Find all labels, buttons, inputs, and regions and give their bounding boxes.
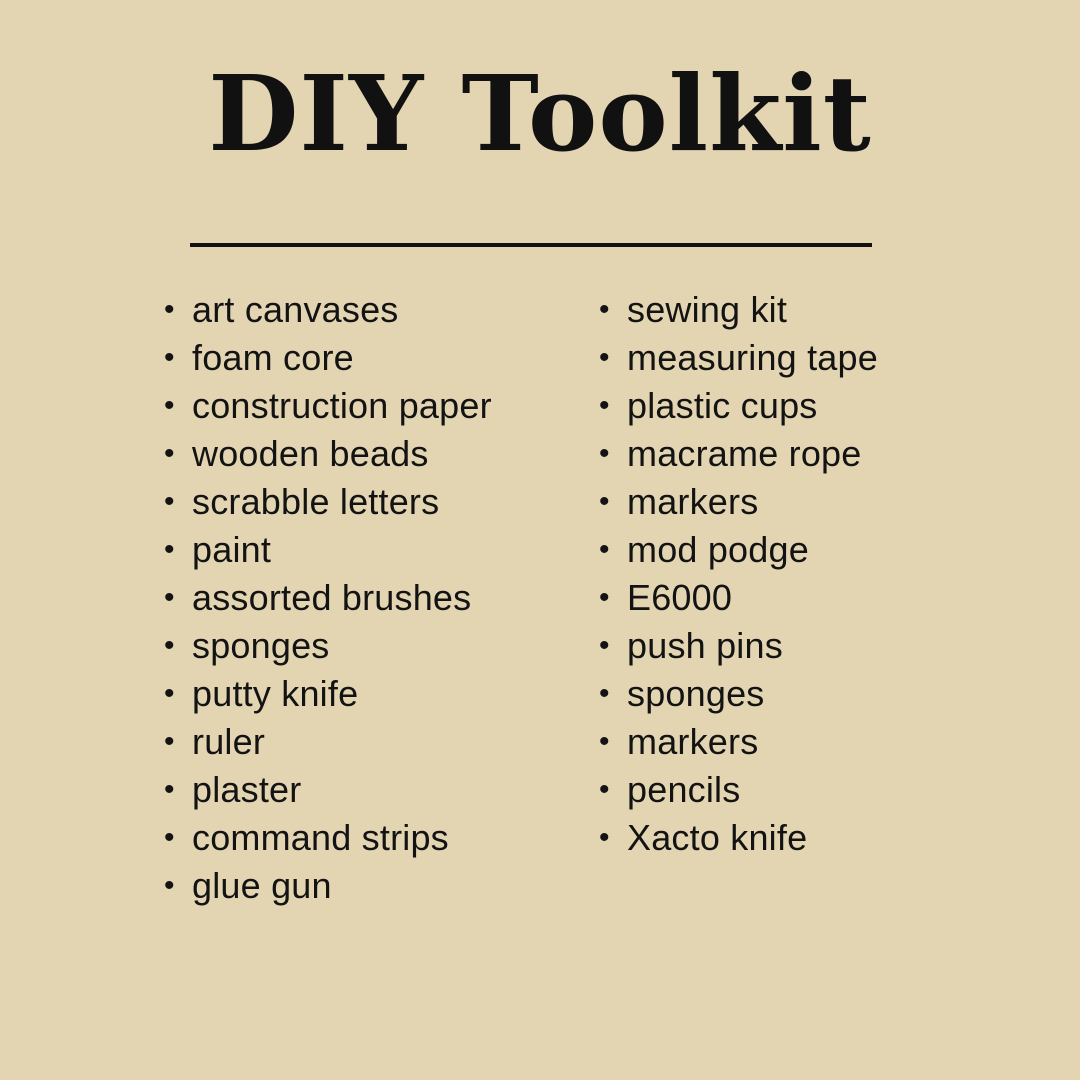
list-item-label: wooden beads bbox=[192, 433, 429, 474]
bullet-icon: • bbox=[164, 389, 175, 422]
list-item bbox=[599, 478, 1020, 526]
list-item bbox=[599, 430, 1020, 478]
bullet-icon: • bbox=[164, 341, 175, 374]
bullet-icon: • bbox=[599, 389, 610, 422]
list-item-label: construction paper bbox=[192, 385, 492, 426]
list-item bbox=[599, 574, 1020, 622]
bullet-icon: • bbox=[599, 293, 610, 326]
bullet-icon: • bbox=[164, 293, 175, 326]
lists-container bbox=[150, 286, 1020, 910]
list-item-label: mod podge bbox=[627, 529, 809, 570]
bullet-icon: • bbox=[164, 437, 175, 470]
list-item bbox=[164, 766, 585, 814]
list-item bbox=[164, 574, 585, 622]
list-item-label: sponges bbox=[627, 673, 765, 714]
list-item-label: putty knife bbox=[192, 673, 359, 714]
list-item bbox=[164, 670, 585, 718]
left-column bbox=[150, 286, 585, 910]
bullet-icon: • bbox=[599, 773, 610, 806]
list-item-label: markers bbox=[627, 721, 759, 762]
list-item bbox=[599, 718, 1020, 766]
bullet-icon: • bbox=[599, 677, 610, 710]
list-item bbox=[164, 478, 585, 526]
list-item-label: measuring tape bbox=[627, 337, 878, 378]
list-item bbox=[599, 622, 1020, 670]
list-item-label: foam core bbox=[192, 337, 354, 378]
list-item-label: glue gun bbox=[192, 865, 332, 906]
list-item-label: ruler bbox=[192, 721, 266, 762]
bullet-icon: • bbox=[164, 773, 175, 806]
list-item-label: art canvases bbox=[192, 289, 399, 330]
list-item-label: pencils bbox=[627, 769, 741, 810]
right-column bbox=[585, 286, 1020, 862]
bullet-icon: • bbox=[599, 629, 610, 662]
list-item bbox=[599, 334, 1020, 382]
list-item-label: command strips bbox=[192, 817, 449, 858]
bullet-icon: • bbox=[599, 533, 610, 566]
list-item-label: E6000 bbox=[627, 577, 733, 618]
page-title: DIY Toolkit bbox=[208, 52, 872, 175]
bullet-icon: • bbox=[164, 533, 175, 566]
bullet-icon: • bbox=[164, 581, 175, 614]
list-item bbox=[164, 526, 585, 574]
list-item-label: plastic cups bbox=[627, 385, 818, 426]
bullet-icon: • bbox=[599, 485, 610, 518]
list-item bbox=[164, 862, 585, 910]
list-item-label: scrabble letters bbox=[192, 481, 440, 522]
bullet-icon: • bbox=[599, 725, 610, 758]
list-item-label: plaster bbox=[192, 769, 302, 810]
list-item bbox=[599, 670, 1020, 718]
bullet-icon: • bbox=[164, 485, 175, 518]
list-item bbox=[599, 814, 1020, 862]
bullet-icon: • bbox=[164, 725, 175, 758]
list-item bbox=[164, 382, 585, 430]
list-item-label: macrame rope bbox=[627, 433, 862, 474]
list-item bbox=[599, 526, 1020, 574]
left-column-list bbox=[150, 286, 585, 910]
list-item-label: assorted brushes bbox=[192, 577, 472, 618]
list-item bbox=[164, 814, 585, 862]
list-item bbox=[164, 622, 585, 670]
list-item bbox=[164, 718, 585, 766]
title-divider bbox=[190, 243, 872, 247]
bullet-icon: • bbox=[599, 821, 610, 854]
list-item-label: sponges bbox=[192, 625, 330, 666]
list-item-label: sewing kit bbox=[627, 289, 788, 330]
list-item-label: paint bbox=[192, 529, 272, 570]
bullet-icon: • bbox=[164, 629, 175, 662]
bullet-icon: • bbox=[599, 341, 610, 374]
list-item bbox=[164, 430, 585, 478]
list-item-label: push pins bbox=[627, 625, 783, 666]
list-item-label: markers bbox=[627, 481, 759, 522]
bullet-icon: • bbox=[599, 437, 610, 470]
list-item bbox=[599, 766, 1020, 814]
list-item bbox=[599, 382, 1020, 430]
list-item-label: Xacto knife bbox=[627, 817, 808, 858]
list-item bbox=[164, 334, 585, 382]
right-column-list bbox=[585, 286, 1020, 862]
list-item bbox=[164, 286, 585, 334]
list-item bbox=[599, 286, 1020, 334]
bullet-icon: • bbox=[599, 581, 610, 614]
bullet-icon: • bbox=[164, 677, 175, 710]
bullet-icon: • bbox=[164, 821, 175, 854]
bullet-icon: • bbox=[164, 869, 175, 902]
